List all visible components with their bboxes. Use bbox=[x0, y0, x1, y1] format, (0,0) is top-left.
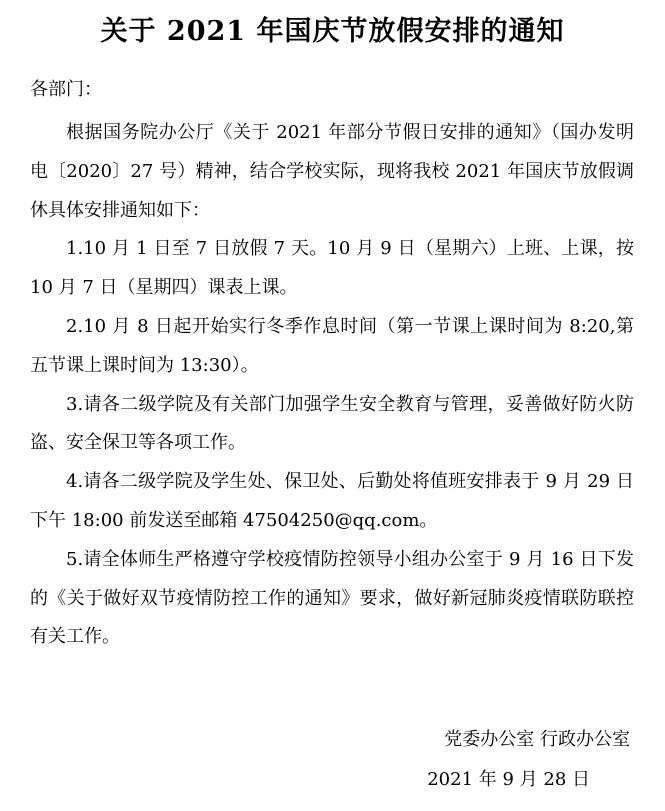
document-body bbox=[30, 114, 634, 657]
signature-offices: 党委办公室 行政办公室 bbox=[444, 729, 630, 750]
item-5-epidemic-control: 5.请全体师生严格遵守学校疫情防控领导小组办公室于 9 月 16 日下发的《关于做好双节疫情防控工作的通知》要求，做好新冠肺炎疫情联防联控有关工作。 bbox=[30, 548, 634, 648]
item-1-holiday-dates: 1.10 月 1 日至 7 日放假 7 天。10 月 9 日（星期六）上班、上课，按 10 月 7 日（星期四）课表上课。 bbox=[30, 238, 634, 299]
item-4-duty-roster: 4.请各二级学院及学生处、保卫处、后勤处将值班安排表于 9 月 29 日下午 18:00 前发送至邮箱 47504250@qq.com。 bbox=[30, 471, 634, 531]
item-2-winter-schedule: 2.10 月 8 日起开始实行冬季作息时间（第一节课上课时间为 8:20,第五节课上课时间为 13:30）。 bbox=[30, 315, 634, 376]
intro-paragraph: 根据国务院办公厅《关于 2021 年部分节假日安排的通知》（国办发明电〔2020〕27 号）精神，结合学校实际，现将我校 2021 年国庆节放假调休具体安排通知如下： bbox=[30, 122, 634, 221]
item-3-safety-education: 3.请各二级学院及有关部门加强学生安全教育与管理，妥善做好防火防盗、安全保卫等各项工作。 bbox=[30, 393, 634, 454]
salutation: 各部门： bbox=[30, 79, 102, 100]
document-title: 关于 2021 年国庆节放假安排的通知 bbox=[100, 16, 565, 47]
signature-date: 2021 年 9 月 28 日 bbox=[427, 769, 590, 790]
